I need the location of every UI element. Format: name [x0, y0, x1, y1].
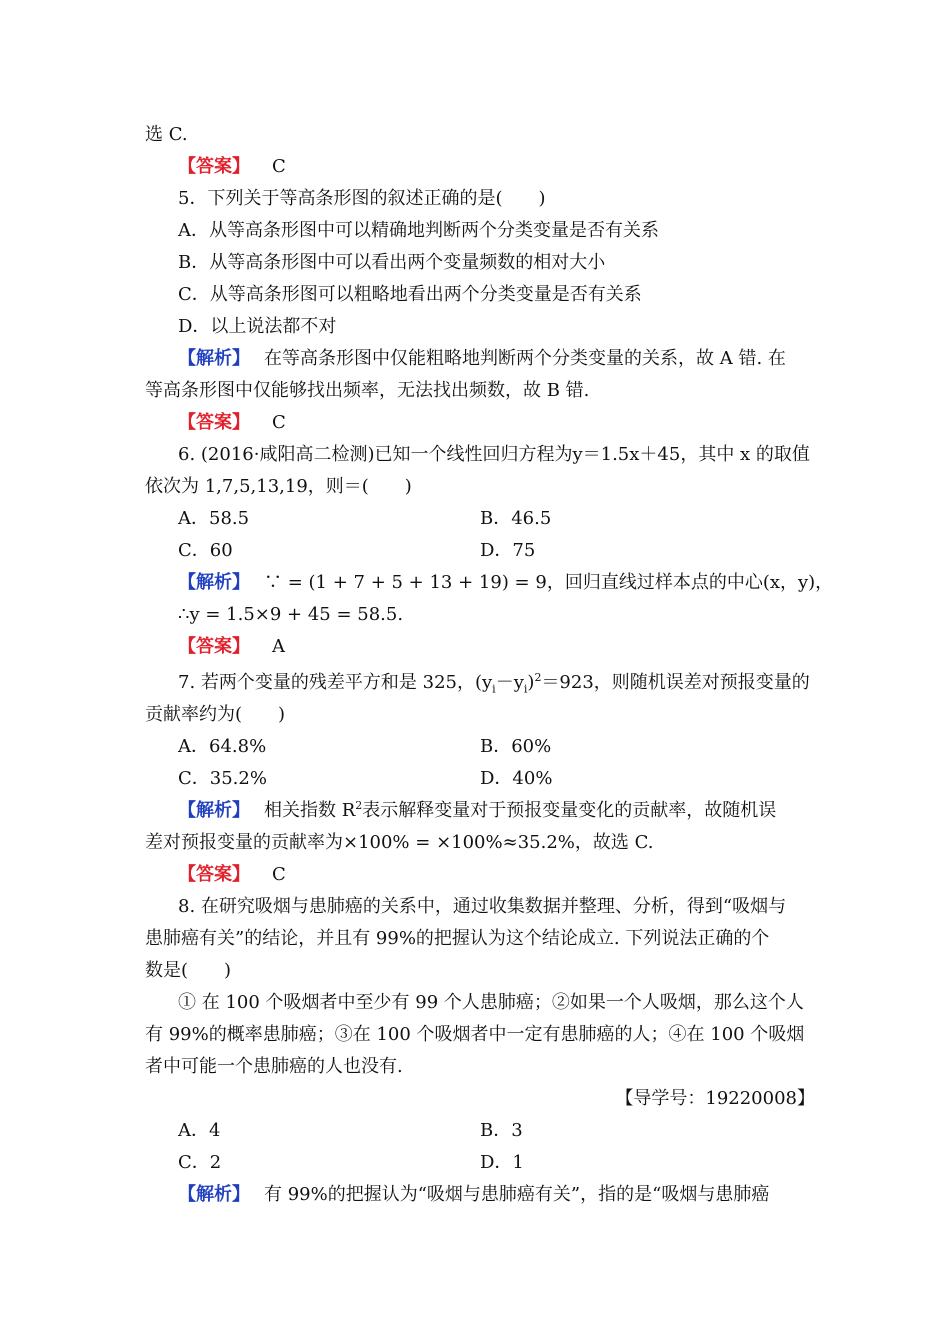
- question-6-options-row-2: [178, 539, 848, 563]
- question-6-option-c: C．60: [178, 540, 233, 561]
- question-8-statements-cont: 者中可能一个患肺癌的人也没有.: [145, 1056, 403, 1077]
- answer-line: 【答案】 C: [178, 156, 286, 177]
- question-7-options-row-1: [178, 735, 848, 759]
- question-5-option-d: D．以上说法都不对: [178, 316, 337, 337]
- question-8-option-a: A．4: [178, 1120, 221, 1141]
- text-line: 选 C.: [145, 124, 188, 145]
- question-5-option-c: C．从等高条形图可以粗略地看出两个分类变量是否有关系: [178, 284, 642, 305]
- question-5-option-b: B．从等高条形图中可以看出两个变量频数的相对大小: [178, 252, 606, 273]
- analysis-label: 【解析】: [178, 1184, 250, 1205]
- question-8-option-b: B．3: [480, 1120, 523, 1141]
- question-6-stem: 6. (2016·咸阳高二检测)已知一个线性回归方程为y＝1.5x＋45，其中 x 的取值: [178, 444, 810, 465]
- question-6-stem-cont: 依次为 1,7,5,13,19，则＝( ): [145, 476, 412, 497]
- question-8-option-c: C．2: [178, 1152, 222, 1173]
- question-7-analysis-cont: 差对预报变量的贡献率为×100% = ×100%≈35.2%，故选 C.: [145, 832, 654, 853]
- answer-label: 【答案】: [178, 864, 250, 885]
- question-7-options-row-2: [178, 767, 848, 791]
- analysis-label: 【解析】: [178, 572, 250, 593]
- analysis-label: 【解析】: [178, 348, 250, 369]
- question-6-analysis: 【解析】 ∵ = (1 + 7 + 5 + 13 + 19) = 9，回归直线过样本点的中心(x，y)，: [178, 572, 834, 593]
- question-5-analysis: 【解析】 在等高条形图中仅能粗略地判断两个分类变量的关系，故 A 错. 在: [178, 348, 786, 369]
- answer-label: 【答案】: [178, 636, 250, 657]
- answer-label: 【答案】: [178, 156, 250, 177]
- question-7-stem-cont: 贡献率约为( ): [145, 704, 286, 725]
- guide-number: 【导学号：19220008】: [615, 1088, 815, 1109]
- question-8-options-row-2: [178, 1151, 848, 1175]
- question-7-option-b: B．60%: [480, 736, 552, 757]
- question-6-option-b: B．46.5: [480, 508, 552, 529]
- question-6-analysis-cont: ∴y = 1.5×9 + 45 = 58.5.: [178, 604, 404, 625]
- answer-line: 【答案】 C: [178, 864, 286, 885]
- question-8-statements: ① 在 100 个吸烟者中至少有 99 个人患肺癌；②如果一个人吸烟，那么这个人: [178, 992, 804, 1013]
- question-6-options-row-1: [178, 507, 848, 531]
- question-8-options-row-1: [178, 1119, 848, 1143]
- question-8-analysis: 【解析】 有 99%的把握认为“吸烟与患肺癌有关”，指的是“吸烟与患肺癌: [178, 1184, 770, 1205]
- question-8-option-d: D．1: [480, 1152, 524, 1173]
- question-7-analysis: 【解析】 相关指数 $R^2$表示解释变量对于预报变量变化的贡献率，故随机误: [178, 799, 777, 821]
- question-6-option-d: D．75: [480, 540, 536, 561]
- question-6-option-a: A．58.5: [178, 508, 250, 529]
- analysis-label: 【解析】: [178, 800, 250, 821]
- question-8-stem-cont: 患肺癌有关”的结论，并且有 99%的把握认为这个结论成立. 下列说法正确的个: [145, 928, 770, 949]
- question-7-option-d: D．40%: [480, 768, 553, 789]
- question-5-option-a: A．从等高条形图中可以精确地判断两个分类变量是否有关系: [178, 220, 659, 241]
- answer-line: 【答案】 C: [178, 412, 286, 433]
- answer-line: 【答案】 A: [178, 636, 285, 657]
- question-7-stem: 7. 若两个变量的残差平方和是 325，$(y_i-y_i)^2=923$，则随机误差对预报变量的: [178, 671, 810, 696]
- answer-label: 【答案】: [178, 412, 250, 433]
- question-5-stem: 5．下列关于等高条形图的叙述正确的是( ): [178, 188, 546, 209]
- question-5-analysis-cont: 等高条形图中仅能够找出频率，无法找出频数，故 B 错.: [145, 380, 590, 401]
- question-7-option-a: A．64.8%: [178, 736, 267, 757]
- question-8-stem: 8. 在研究吸烟与患肺癌的关系中，通过收集数据并整理、分析，得到“吸烟与: [178, 896, 787, 917]
- question-7-option-c: C．35.2%: [178, 768, 267, 789]
- question-8-statements-cont: 有 99%的概率患肺癌；③在 100 个吸烟者中一定有患肺癌的人；④在 100 个吸烟: [145, 1024, 805, 1045]
- question-8-stem-cont: 数是( ): [145, 960, 232, 981]
